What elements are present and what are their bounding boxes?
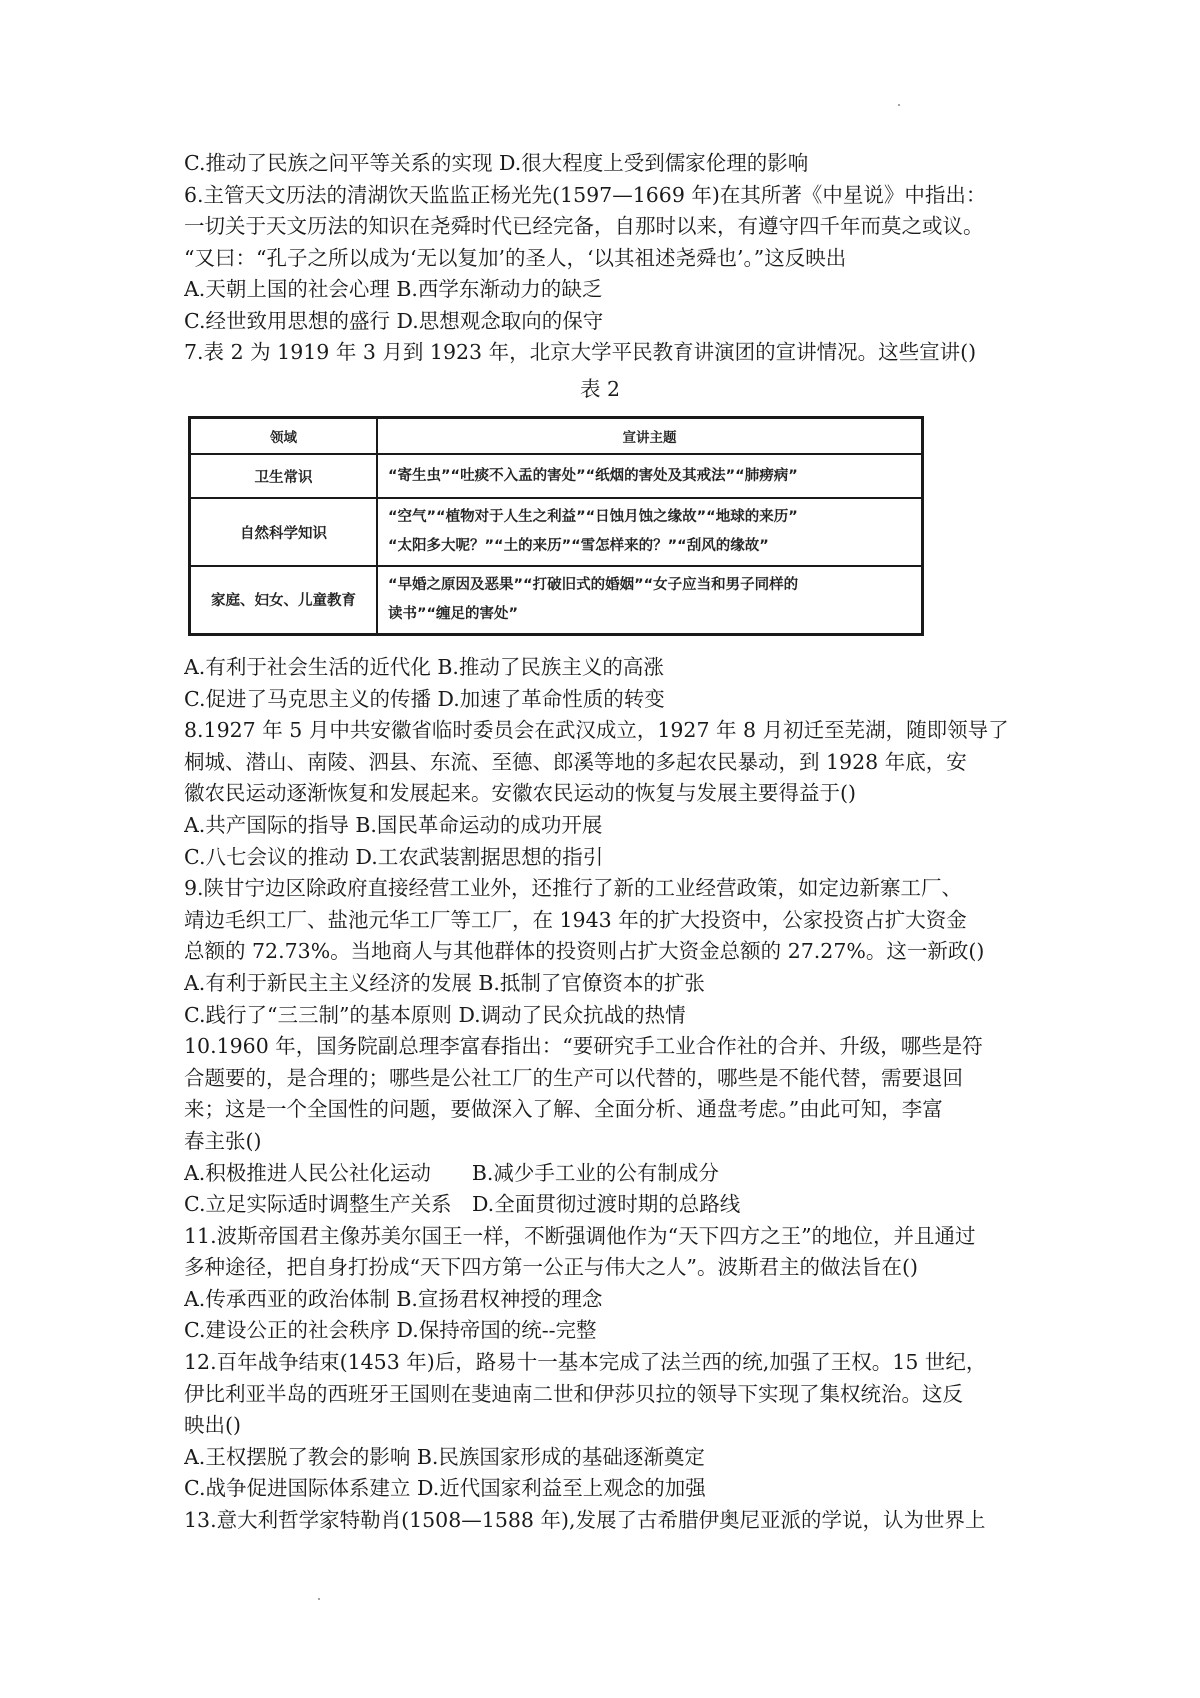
text-line: C.八七会议的推动 D.工农武装割据思想的指引 bbox=[184, 844, 604, 869]
table-row bbox=[190, 566, 923, 634]
text-line: 春主张() bbox=[184, 1128, 262, 1153]
text-line: 8.1927 年 5 月中共安徽省临时委员会在武汉成立，1927 年 8 月初迁至芜湖，随即领导了 bbox=[184, 718, 1009, 743]
table-caption: 表 2 bbox=[579, 377, 621, 401]
row-domain: 卫生常识 bbox=[190, 454, 378, 498]
table-row bbox=[190, 454, 923, 498]
topic-line: “寄生虫”“吐痰不入盂的害处”“纸烟的害处及其戒法”“肺痨病” bbox=[388, 467, 798, 484]
scan-speck bbox=[318, 1598, 320, 1600]
topic-line: “太阳多大呢？”“土的来历”“雪怎样来的？”“刮风的缘故” bbox=[388, 538, 769, 554]
text-line: C.经世致用思想的盛行 D.思想观念取向的保守 bbox=[184, 308, 604, 333]
text-line: C.战争促进国际体系建立 D.近代国家利益至上观念的加强 bbox=[184, 1476, 706, 1501]
text-line: 10.1960 年，国务院副总理李富春指出：“要研究手工业合作社的合并、升级，哪些是符 bbox=[184, 1034, 983, 1059]
table-row bbox=[190, 498, 923, 566]
text-line: C.建设公正的社会秩序 D.保持帝国的统--完整 bbox=[184, 1318, 597, 1343]
text-line: 映出() bbox=[184, 1413, 241, 1438]
text-line: 总额的 72.73%。当地商人与其他群体的投资则占扩大资金总额的 27.27%。这一新政() bbox=[184, 939, 985, 964]
questions-bottom bbox=[184, 652, 1030, 1537]
topic-line: “早婚之原因及恶果”“打破旧式的婚姻”“女子应当和男子同样的 bbox=[388, 576, 799, 593]
text-line: 来；这是一个全国性的问题，要做深入了解、全面分析、通盘考虑。”由此可知，李富 bbox=[184, 1097, 943, 1122]
table-header-row bbox=[190, 418, 923, 455]
text-line: A.传承西亚的政治体制 B.宣扬君权神授的理念 bbox=[184, 1286, 603, 1311]
topic-line: 读书”“缠足的害处” bbox=[388, 605, 519, 622]
text-line: 合题要的，是合理的；哪些是公社工厂的生产可以代替的，哪些是不能代替，需要退回 bbox=[184, 1065, 963, 1090]
row-topics bbox=[377, 566, 923, 634]
lecture-topics-table bbox=[188, 416, 924, 636]
text-line: C.践行了“三三制”的基本原则 D.调动了民众抗战的热情 bbox=[184, 1002, 686, 1027]
row-domain: 自然科学知识 bbox=[190, 498, 378, 566]
row-topics bbox=[377, 498, 923, 566]
text-line: 7.表 2 为 1919 年 3 月到 1923 年，北京大学平民教育讲演团的宣讲情况。这些宣讲() bbox=[184, 340, 977, 364]
text-line: A.有利于新民主主义经济的发展 B.抵制了官僚资本的扩张 bbox=[184, 970, 705, 995]
questions-top bbox=[184, 148, 1030, 369]
text-line: 12.百年战争结束(1453 年)后，路易十一基本完成了法兰西的统,加强了王权。15 世纪， bbox=[184, 1350, 987, 1375]
text-line: A.积极推进人民公社化运动 B.减少手工业的公有制成分 bbox=[184, 1160, 719, 1185]
text-line: C.促进了马克思主义的传播 D.加速了革命性质的转变 bbox=[184, 686, 665, 711]
text-line: 多种途径，把自身打扮成“天下四方第一公正与伟大之人”。波斯君主的做法旨在() bbox=[184, 1255, 918, 1280]
text-line: 11.波斯帝国君主像苏美尔国王一样，不断强调他作为“天下四方之王”的地位，并且通过 bbox=[184, 1223, 976, 1248]
text-line: A.天朝上国的社会心理 B.西学东渐动力的缺乏 bbox=[184, 277, 603, 301]
text-line: C.推动了民族之问平等关系的实现 D.很大程度上受到儒家伦理的影响 bbox=[184, 151, 809, 175]
text-line: 徽农民运动逐渐恢复和发展起来。安徽农民运动的恢复与发展主要得益于() bbox=[184, 781, 856, 806]
header-domain: 领域 bbox=[190, 418, 378, 455]
text-line: C.立足实际适时调整生产关系 D.全面贯彻过渡时期的总路线 bbox=[184, 1192, 741, 1217]
text-line: A.共产国际的指导 B.国民革命运动的成功开展 bbox=[184, 812, 603, 837]
text-line: 9.陕甘宁边区除政府直接经营工业外，还推行了新的工业经营政策，如定边新寨工厂、 bbox=[184, 876, 963, 901]
text-line: 伊比利亚半岛的西班牙王国则在斐迪南二世和伊莎贝拉的领导下实现了集权统治。这反 bbox=[184, 1381, 963, 1406]
text-line: A.王权摆脱了教会的影响 B.民族国家形成的基础逐渐奠定 bbox=[184, 1444, 705, 1469]
text-line: 6.主管天文历法的清湖饮天监监正杨光先(1597—1669 年)在其所著《中星说》中指出： bbox=[184, 182, 987, 207]
row-topics bbox=[377, 454, 923, 498]
text-line: “又曰：“孔子之所以成为‘无以复加’的圣人，‘以其祖述尧舜也’。”这反映出 bbox=[184, 245, 847, 270]
topic-line: “空气”“植物对于人生之利益”“日蚀月蚀之缘故”“地球的来历” bbox=[388, 509, 798, 525]
text-line: 一切关于天文历法的知识在尧舜时代已经完备，自那时以来，有遵守四千年而莫之或议。 bbox=[184, 214, 984, 238]
text-line: A.有利于社会生活的近代化 B.推动了民族主义的高涨 bbox=[184, 655, 664, 679]
row-domain: 家庭、妇女、儿童教育 bbox=[190, 566, 378, 634]
text-line: 桐城、潜山、南陵、泗县、东流、至德、郎溪等地的多起农民暴动，到 1928 年底，安 bbox=[184, 749, 967, 774]
header-topics: 宣讲主题 bbox=[377, 418, 923, 455]
text-line: 13.意大利哲学家特勒肖(1508—1588 年),发展了古希腊伊奥尼亚派的学说，认为世界上 bbox=[184, 1508, 986, 1533]
scan-speck bbox=[898, 104, 900, 106]
text-line: 靖边毛织工厂、盐池元华工厂等工厂，在 1943 年的扩大投资中，公家投资占扩大资金 bbox=[184, 907, 967, 932]
